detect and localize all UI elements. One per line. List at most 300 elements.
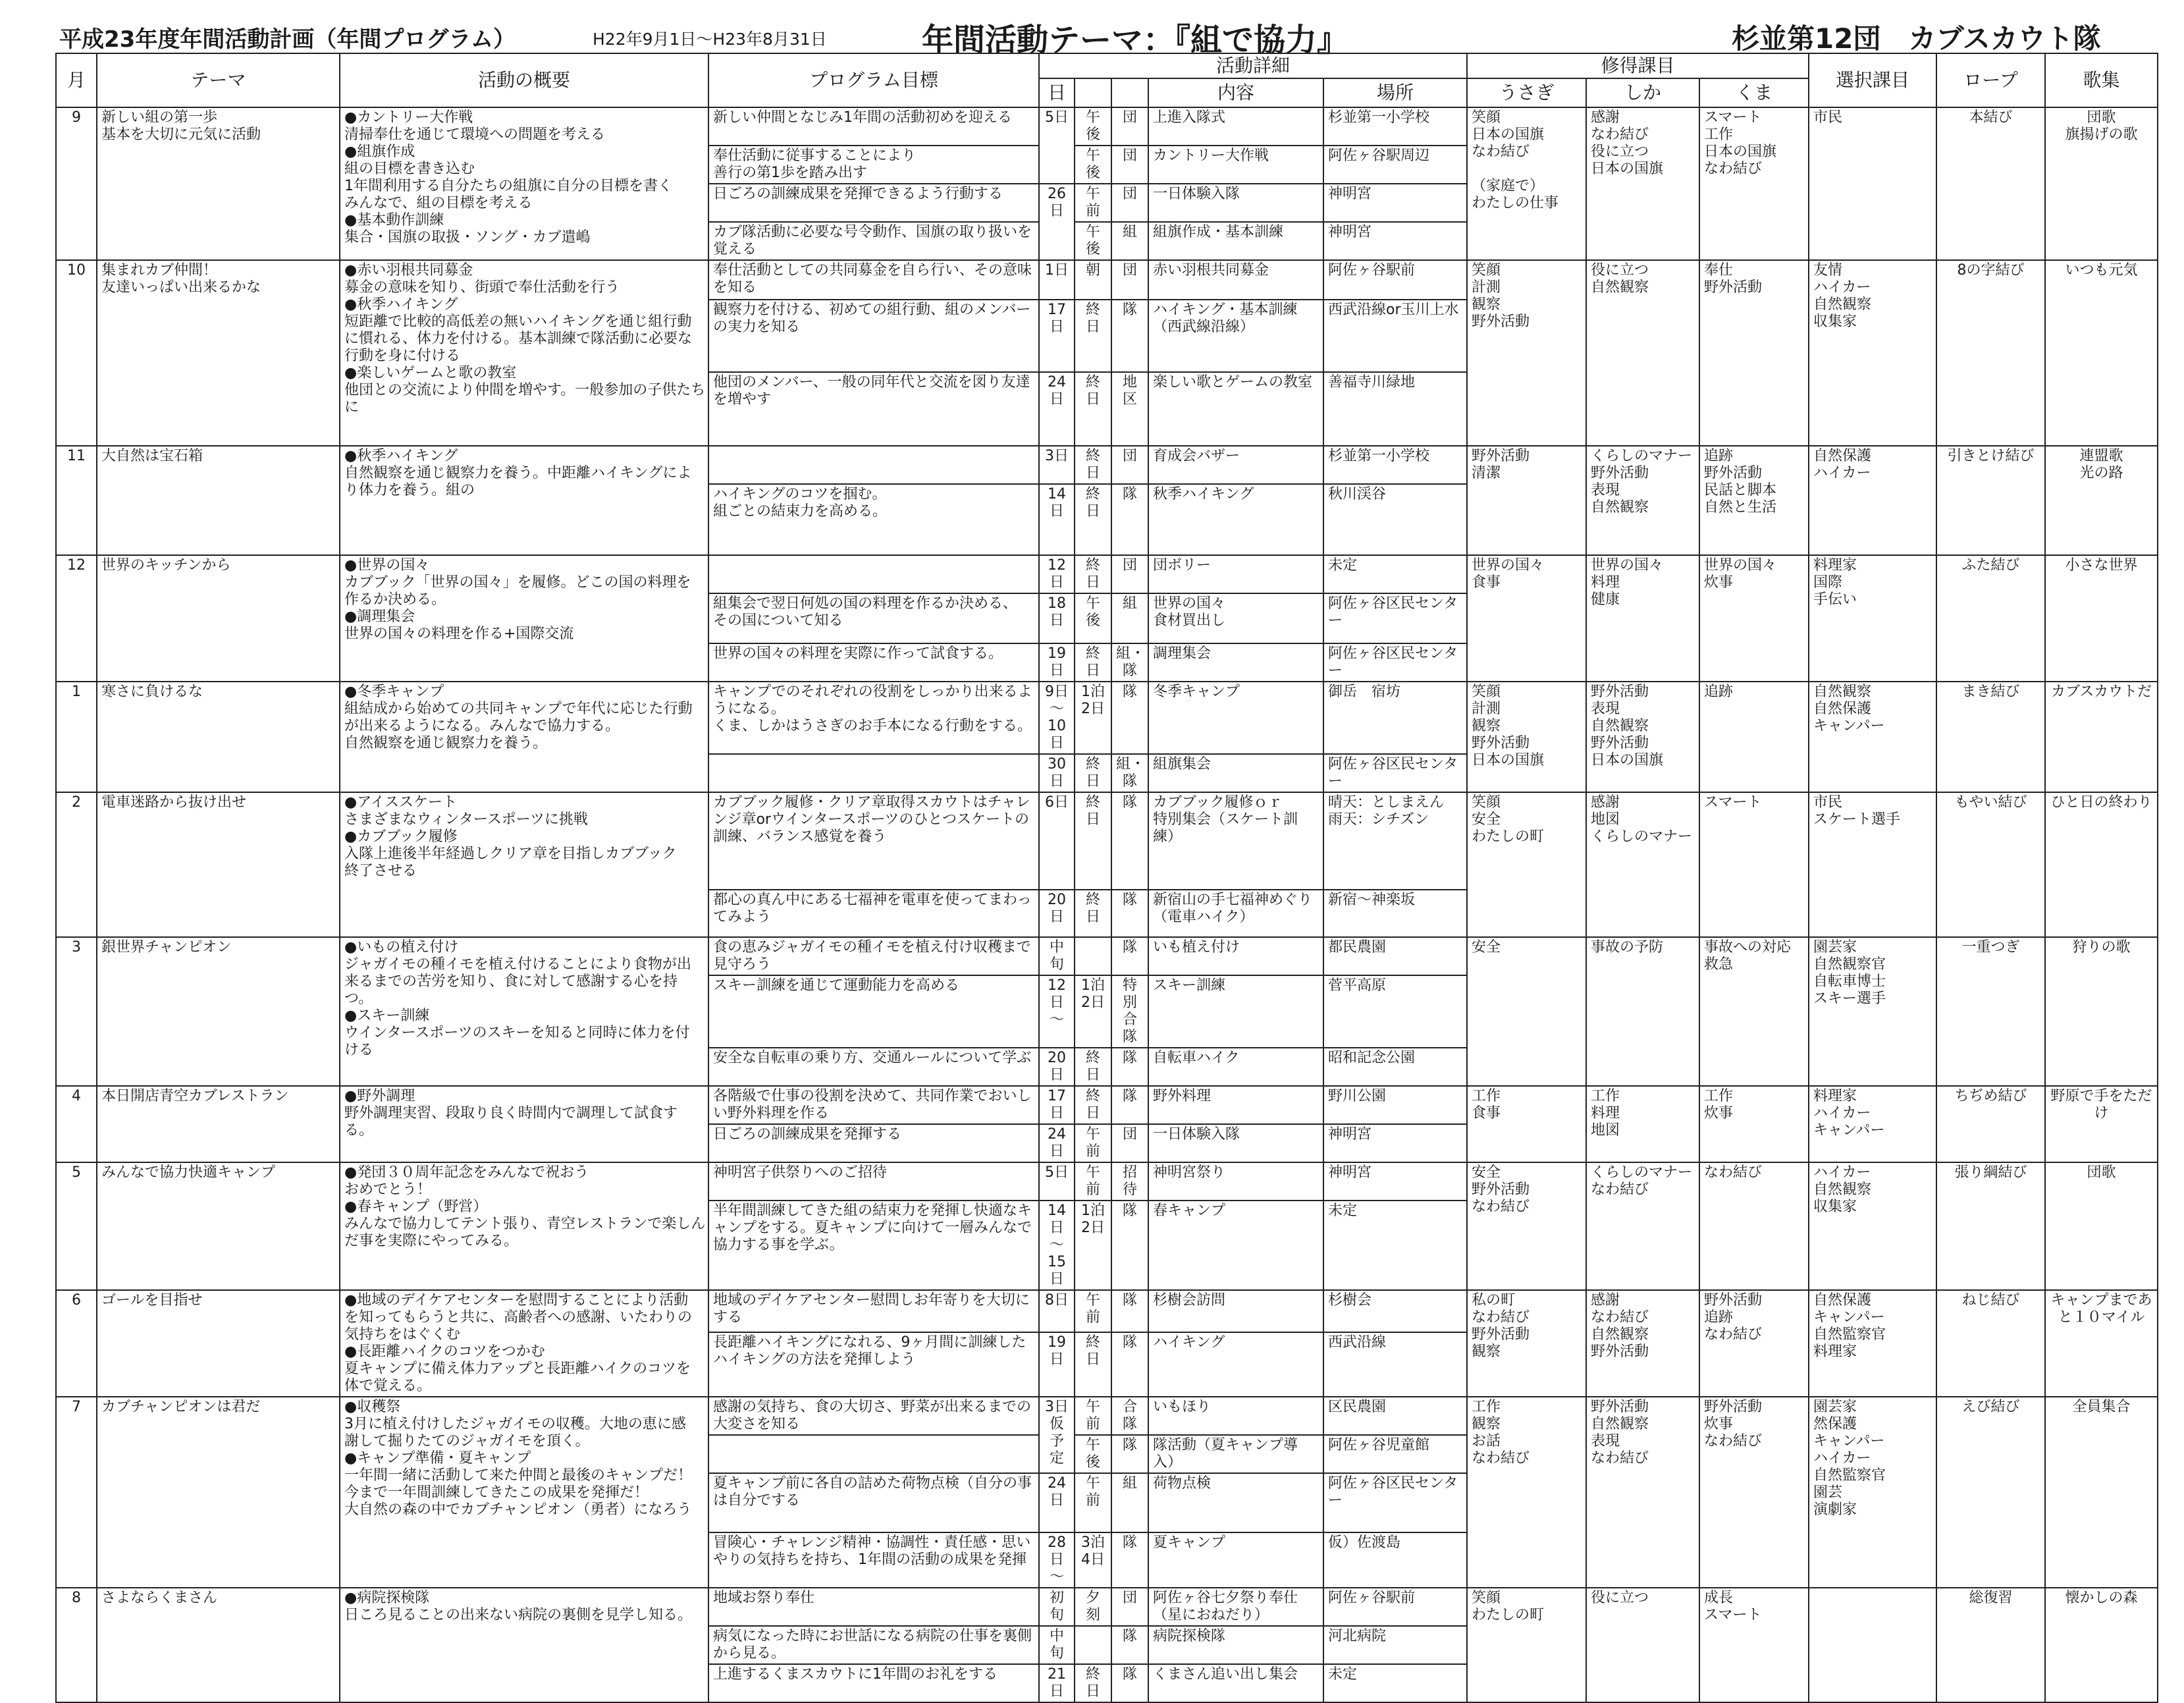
- kuma-cell: 追跡 野外活動 民話と脚本 自然と生活: [1699, 446, 1809, 555]
- content-cell: 組旗作成・基本訓練: [1148, 222, 1323, 260]
- type-cell: 隊: [1111, 1290, 1148, 1332]
- overview-line: 日ころ見ることの出来ない病院の裏側を見学し知る。: [344, 1607, 693, 1623]
- place-cell: 阿佐ヶ谷区民センター: [1323, 1473, 1467, 1532]
- rope-cell: もやい結び: [1936, 792, 2045, 937]
- document-title: 平成23年度年間活動計画（年間プログラム）: [59, 26, 516, 53]
- overview-line: 終了させる: [344, 863, 417, 879]
- time-cell: [1075, 1626, 1111, 1664]
- kuma-cell: なわ結び: [1699, 1162, 1809, 1290]
- overview-cell: [340, 1290, 708, 1397]
- month-cell: 11: [56, 446, 97, 555]
- table-row: [56, 107, 2158, 146]
- shika-cell: 感謝 地図 くらしのマナー: [1586, 792, 1699, 937]
- overview-line: ●カントリー大作戦: [344, 109, 473, 126]
- goal-cell: [708, 754, 1039, 792]
- table-row: [56, 1290, 2158, 1332]
- type-cell: 団: [1111, 184, 1148, 222]
- overview-line: ●世界の国々: [344, 557, 430, 574]
- content-cell: くまさん追い出し集会: [1148, 1664, 1323, 1702]
- overview-cell: [340, 792, 708, 937]
- place-cell: 菅平高原: [1323, 975, 1467, 1048]
- day-cell: 20日: [1039, 890, 1075, 937]
- goal-cell: 各階級で仕事の役割を決めて、共同作業でおいしい野外料理を作る: [708, 1086, 1039, 1124]
- day-cell: 中旬: [1039, 937, 1075, 975]
- overview-line: 来るまでの苦労を知り、食に対して感謝する心を持: [344, 973, 678, 990]
- content-cell: 調理集会: [1148, 643, 1323, 682]
- overview-line: ける: [344, 1042, 374, 1058]
- usagi-cell: 笑顔 安全 わたしの町: [1467, 792, 1586, 937]
- overview-line: ●秋季ハイキング: [344, 296, 458, 313]
- content-cell: 自転車ハイク: [1148, 1048, 1323, 1086]
- rope-cell: ねじ結び: [1936, 1290, 2045, 1397]
- overview-line: ●組旗作成: [344, 144, 415, 160]
- type-cell: 団: [1111, 146, 1148, 184]
- content-cell: ハイキング: [1148, 1332, 1323, 1397]
- day-cell: 6日: [1039, 792, 1075, 890]
- usagi-cell: 工作 観察 お話 なわ結び: [1467, 1397, 1586, 1588]
- content-cell: 神明宮祭り: [1148, 1162, 1323, 1201]
- time-cell: 午後: [1075, 146, 1111, 184]
- overview-cell: [340, 260, 708, 446]
- overview-line: ●スキー訓練: [344, 1008, 430, 1024]
- overview-line: 1年間利用する自分たちの組旗に自分の目標を書く: [344, 178, 672, 194]
- type-cell: 隊: [1111, 792, 1148, 890]
- day-cell: 17日: [1039, 300, 1075, 372]
- day-cell: 14日: [1039, 484, 1075, 555]
- day-cell: 26日: [1039, 184, 1075, 260]
- time-cell: 午前: [1075, 184, 1111, 222]
- overview-line: ●野外調理: [344, 1088, 415, 1104]
- overview-line: 今まで一年間訓練してきたこの成果を発揮だ！: [344, 1484, 649, 1501]
- type-cell: 隊: [1111, 300, 1148, 372]
- overview-line: ●基本動作訓練: [344, 212, 444, 229]
- header-required: 修得課目: [1467, 53, 1809, 78]
- table-row: [56, 792, 2158, 890]
- time-cell: 終日: [1075, 484, 1111, 555]
- place-cell: 神明宮: [1323, 222, 1467, 260]
- goal-cell: 上進するくまスカウトに1年間のお礼をする: [708, 1664, 1039, 1702]
- place-cell: 区民農園: [1323, 1397, 1467, 1435]
- time-cell: 終日: [1075, 300, 1111, 372]
- day-cell: 12日: [1039, 555, 1075, 593]
- content-cell: 秋季ハイキング: [1148, 484, 1323, 555]
- time-cell: 夕刻: [1075, 1588, 1111, 1626]
- goal-cell: ハイキングのコツを掴む。 組ごとの結束力を高める。: [708, 484, 1039, 555]
- day-cell: 3日: [1039, 446, 1075, 484]
- place-cell: 西武沿線or玉川上水: [1323, 300, 1467, 372]
- goal-cell: 新しい仲間となじみ1年間の活動初めを迎える: [708, 107, 1039, 146]
- overview-line: を知ってもらうと共に、高齢者への感謝、いたわりの: [344, 1309, 693, 1326]
- day-cell: 19日: [1039, 643, 1075, 682]
- overview-cell: [340, 937, 708, 1086]
- goal-cell: カブブック履修・クリア章取得スカウトはチャレンジ章orウインタースポーツのひとつスケートの訓練、バランス感覚を養う: [708, 792, 1039, 890]
- rope-cell: 張り綱結び: [1936, 1162, 2045, 1290]
- annual-plan-table: [55, 53, 2158, 1703]
- type-cell: 組: [1111, 1473, 1148, 1532]
- elective-cell: 料理家 国際 手伝い: [1809, 555, 1936, 682]
- overview-line: り体力を養う。組の: [344, 482, 475, 499]
- content-cell: 赤い羽根共同募金: [1148, 260, 1323, 300]
- time-cell: 午後: [1075, 222, 1111, 260]
- goal-cell: 都心の真ん中にある七福神を電車を使ってまわってみよう: [708, 890, 1039, 937]
- place-cell: 御岳 宿坊: [1323, 682, 1467, 754]
- content-cell: 一日体験入隊: [1148, 184, 1323, 222]
- overview-line: ●調理集会: [344, 608, 415, 625]
- goal-cell: [708, 446, 1039, 484]
- overview-line: ●アイススケート: [344, 794, 457, 811]
- song-cell: 団歌: [2045, 1162, 2158, 1290]
- header-goal: プログラム目標: [708, 53, 1039, 107]
- time-cell: [1075, 937, 1111, 975]
- header-day: 日: [1039, 78, 1075, 107]
- goal-cell: 夏キャンプ前に各自の詰めた荷物点検（自分の事は自分でする: [708, 1473, 1039, 1532]
- plan-body: [56, 107, 2158, 1702]
- place-cell: 杉樹会: [1323, 1290, 1467, 1332]
- place-cell: 阿佐ヶ谷区民センター: [1323, 593, 1467, 643]
- header-time: [1075, 78, 1111, 107]
- overview-cell: [340, 107, 708, 260]
- place-cell: 神明宮: [1323, 1162, 1467, 1201]
- overview-line: みんなで協力してテント張り、青空レストランで楽しん: [344, 1216, 706, 1232]
- overview-line: ●地域のデイケアセンターを慰問することにより活動: [344, 1292, 689, 1309]
- time-cell: 終日: [1075, 446, 1111, 484]
- elective-cell: 市民: [1809, 107, 1936, 260]
- header-elective: 選択課目: [1809, 53, 1936, 107]
- content-cell: 春キャンプ: [1148, 1201, 1323, 1290]
- time-cell: 午前: [1075, 1397, 1111, 1435]
- usagi-cell: 私の町 なわ結び 野外活動 観察: [1467, 1290, 1586, 1397]
- rope-cell: 本結び: [1936, 107, 2045, 260]
- rope-cell: まき結び: [1936, 682, 2045, 792]
- place-cell: 未定: [1323, 555, 1467, 593]
- kuma-cell: 奉仕 野外活動: [1699, 260, 1809, 446]
- header-rope: ロープ: [1936, 53, 2045, 107]
- time-cell: 終日: [1075, 1086, 1111, 1124]
- day-cell: 18日: [1039, 593, 1075, 643]
- elective-cell: ハイカー 自然観察 収集家: [1809, 1162, 1936, 1290]
- time-cell: 終日: [1075, 643, 1111, 682]
- annual-theme: 年間活動テーマ：『組で協力』: [922, 22, 1349, 59]
- day-cell: 1日: [1039, 260, 1075, 300]
- day-cell: 3日仮予定: [1039, 1397, 1075, 1473]
- overview-line: ●収穫祭: [344, 1399, 401, 1415]
- content-cell: 組旗集会: [1148, 754, 1323, 792]
- table-row: [56, 1086, 2158, 1124]
- goal-cell: 奉仕活動に従事することにより 善行の第1歩を踏み出す: [708, 146, 1039, 184]
- month-cell: 9: [56, 107, 97, 260]
- place-cell: 未定: [1323, 1664, 1467, 1702]
- content-cell: 育成会バザー: [1148, 446, 1323, 484]
- header-song: 歌集: [2045, 53, 2158, 107]
- goal-cell: 冒険心・チャレンジ精神・協調性・責任感・思いやりの気持ちを持ち、1年間の活動の成果を発揮: [708, 1532, 1039, 1588]
- time-cell: 終日: [1075, 1332, 1111, 1397]
- header-theme: テーマ: [97, 53, 340, 107]
- type-cell: 団: [1111, 107, 1148, 146]
- place-cell: 杉並第一小学校: [1323, 107, 1467, 146]
- overview-line: ●春キャンプ（野営）: [344, 1199, 488, 1215]
- place-cell: 杉並第一小学校: [1323, 446, 1467, 484]
- place-cell: 昭和記念公園: [1323, 1048, 1467, 1086]
- elective-cell: 自然保護 キャンパー 自然監察官 料理家: [1809, 1290, 1936, 1397]
- goal-cell: カブ隊活動に必要な号令動作、国旗の取り扱いを覚える: [708, 222, 1039, 260]
- type-cell: 団: [1111, 446, 1148, 484]
- type-cell: 隊: [1111, 1532, 1148, 1588]
- theme-cell: 銀世界チャンピオン: [97, 937, 340, 1086]
- overview-line: ●楽しいゲームと歌の教室: [344, 365, 517, 381]
- theme-cell: 大自然は宝石箱: [97, 446, 340, 555]
- overview-line: 3月に植え付けしたジャガイモの収穫。大地の恵に感: [344, 1416, 686, 1432]
- shika-cell: 役に立つ 自然観察: [1586, 260, 1699, 446]
- shika-cell: 感謝 なわ結び 自然観察 野外活動: [1586, 1290, 1699, 1397]
- overview-line: ●キャンプ準備・夏キャンプ: [344, 1450, 531, 1467]
- theme-cell: さよならくまさん: [97, 1588, 340, 1702]
- song-cell: 全員集合: [2045, 1397, 2158, 1588]
- content-cell: ハイキング・基本訓練 （西武線沿線）: [1148, 300, 1323, 372]
- day-cell: 初旬: [1039, 1588, 1075, 1626]
- content-cell: 一日体験入隊: [1148, 1124, 1323, 1162]
- usagi-cell: 笑顔 日本の国旗 なわ結び （家庭で） わたしの仕事: [1467, 107, 1586, 260]
- theme-cell: カブチャンピオンは君だ: [97, 1397, 340, 1588]
- overview-line: 気持ちをはぐくむ: [344, 1326, 461, 1343]
- overview-cell: [340, 1588, 708, 1702]
- overview-line: おめでとう！: [344, 1181, 432, 1198]
- place-cell: 未定: [1323, 1201, 1467, 1290]
- place-cell: 阿佐ヶ谷区民センター: [1323, 754, 1467, 792]
- overview-line: ジャガイモの種イモを植え付けることにより食物が出: [344, 956, 691, 973]
- usagi-cell: 笑顔 計測 観察 野外活動: [1467, 260, 1586, 446]
- type-cell: 合隊: [1111, 1397, 1148, 1435]
- goal-cell: 日ごろの訓練成果を発揮できるよう行動する: [708, 184, 1039, 222]
- overview-line: 他団との交流により仲間を増やす。一般参加の子供たち: [344, 382, 706, 398]
- theme-cell: 寒さに負けるな: [97, 682, 340, 792]
- goal-cell: [708, 555, 1039, 593]
- content-cell: 隊活動（夏キャンプ導入）: [1148, 1435, 1323, 1473]
- overview-line: カブブック「世界の国々」を履修。どこの国の料理を: [344, 574, 691, 591]
- rope-cell: 8の字結び: [1936, 260, 2045, 446]
- overview-cell: [340, 446, 708, 555]
- table-row: [56, 1162, 2158, 1201]
- overview-line: 清掃奉仕を通じて環境への問題を考える: [344, 126, 606, 143]
- elective-cell: 園芸家 自然観察官 自転車博士 スキー選手: [1809, 937, 1936, 1086]
- kuma-cell: 成長 スマート: [1699, 1588, 1809, 1702]
- overview-line: さまざまなウィンタースポーツに挑戦: [344, 811, 588, 828]
- header-overview: 活動の概要: [340, 53, 708, 107]
- place-cell: 阿佐ヶ谷区民センター: [1323, 643, 1467, 682]
- content-cell: 新宿山の手七福神めぐり （電車ハイク）: [1148, 890, 1323, 937]
- overview-line: 体で覚える。: [344, 1378, 432, 1394]
- overview-line: ウインタースポーツのスキーを知ると同時に体力を付: [344, 1025, 690, 1041]
- month-cell: 6: [56, 1290, 97, 1397]
- overview-line: 世界の国々の料理を作る+国際交流: [344, 626, 574, 642]
- month-cell: 10: [56, 260, 97, 446]
- type-cell: 招待: [1111, 1162, 1148, 1201]
- overview-line: つ。: [344, 990, 373, 1007]
- goal-cell: 病気になった時にお世話になる病院の仕事を裏側から見る。: [708, 1626, 1039, 1664]
- content-cell: 野外料理: [1148, 1086, 1323, 1124]
- time-cell: 1泊2日: [1075, 975, 1111, 1048]
- time-cell: 午前: [1075, 1124, 1111, 1162]
- overview-line: 謝して掘りたてのジャガイモを頂く。: [344, 1433, 590, 1449]
- goal-cell: 観察力を付ける、初めての組行動、組のメンバーの実力を知る: [708, 300, 1039, 372]
- goal-cell: 地域のデイケアセンター慰問しお年寄りを大切にする: [708, 1290, 1039, 1332]
- theme-cell: 新しい組の第一歩 基本を大切に元気に活動: [97, 107, 340, 260]
- content-cell: 世界の国々 食材買出し: [1148, 593, 1323, 643]
- kuma-cell: スマート: [1699, 792, 1809, 937]
- type-cell: 隊: [1111, 1332, 1148, 1397]
- type-cell: 隊: [1111, 682, 1148, 754]
- day-cell: 中旬: [1039, 1626, 1075, 1664]
- type-cell: 隊: [1111, 484, 1148, 555]
- place-cell: 野川公園: [1323, 1086, 1467, 1124]
- type-cell: 団: [1111, 555, 1148, 593]
- month-cell: 4: [56, 1086, 97, 1162]
- goal-cell: キャンプでのそれぞれの役割をしっかり出来るようになる。 くま、しかはうさぎのお手本になる行動をする。: [708, 682, 1039, 754]
- overview-line: 入隊上進後半年経過しクリア章を目指しカブブック: [344, 846, 677, 862]
- table-row: [56, 682, 2158, 754]
- type-cell: 隊: [1111, 1048, 1148, 1086]
- overview-line: ●長距離ハイクのコツをつかむ: [344, 1343, 545, 1360]
- place-cell: 秋川渓谷: [1323, 484, 1467, 555]
- header-month: 月: [56, 53, 97, 107]
- song-cell: 連盟歌 光の路: [2045, 446, 2158, 555]
- place-cell: 阿佐ヶ谷駅前: [1323, 1588, 1467, 1626]
- song-cell: キャンプまであと１０マイル: [2045, 1290, 2158, 1397]
- song-cell: 野原で手をただけ: [2045, 1086, 2158, 1162]
- time-cell: 午後: [1075, 107, 1111, 146]
- type-cell: 組・隊: [1111, 754, 1148, 792]
- content-cell: 団ボリー: [1148, 555, 1323, 593]
- place-cell: 新宿～神楽坂: [1323, 890, 1467, 937]
- day-cell: 24日: [1039, 372, 1075, 446]
- time-cell: 午前: [1075, 1473, 1111, 1532]
- day-cell: 5日: [1039, 1162, 1075, 1201]
- month-cell: 7: [56, 1397, 97, 1588]
- goal-cell: 日ごろの訓練成果を発揮する: [708, 1124, 1039, 1162]
- day-cell: 12日～: [1039, 975, 1075, 1048]
- elective-cell: 市民 スケート選手: [1809, 792, 1936, 937]
- day-cell: 5日: [1039, 107, 1075, 184]
- type-cell: 組: [1111, 222, 1148, 260]
- overview-line: ●赤い羽根共同募金: [344, 262, 473, 279]
- theme-cell: 本日開店青空カブレストラン: [97, 1086, 340, 1162]
- month-cell: 2: [56, 792, 97, 937]
- shika-cell: 世界の国々 料理 健康: [1586, 555, 1699, 682]
- overview-line: 組結成から始めての共同キャンプで年代に応じた行動: [344, 701, 693, 717]
- shika-cell: 野外活動 自然観察 表現 なわ結び: [1586, 1397, 1699, 1588]
- goal-cell: 長距離ハイキングになれる、9ヶ月間に訓練したハイキングの方法を発揮しよう: [708, 1332, 1039, 1397]
- shika-cell: 事故の予防: [1586, 937, 1699, 1086]
- overview-line: 募金の意味を知り、街頭で奉仕活動を行う: [344, 279, 620, 296]
- theme-cell: ゴールを目指せ: [97, 1290, 340, 1397]
- goal-cell: 食の恵みジャガイモの種イモを植え付け収穫まで見守ろう: [708, 937, 1039, 975]
- usagi-cell: 笑顔 わたしの町: [1467, 1588, 1586, 1702]
- rope-cell: 総復習: [1936, 1588, 2045, 1702]
- header-type: [1111, 78, 1148, 107]
- song-cell: 懐かしの森: [2045, 1588, 2158, 1702]
- content-cell: カブブック履修ｏｒ 特別集会（スケート訓練）: [1148, 792, 1323, 890]
- overview-line: 自然観察を通じ観察力を養う。中距離ハイキングによ: [344, 465, 692, 481]
- type-cell: 団: [1111, 260, 1148, 300]
- place-cell: 阿佐ヶ谷駅前: [1323, 260, 1467, 300]
- goal-cell: 組集会で翌日何処の国の料理を作るか決める、 その国について知る: [708, 593, 1039, 643]
- time-cell: 終日: [1075, 792, 1111, 890]
- overview-line: ●秋季ハイキング: [344, 448, 458, 464]
- usagi-cell: 野外活動 清潔: [1467, 446, 1586, 555]
- overview-line: 作るか決める。: [344, 591, 446, 608]
- time-cell: 午後: [1075, 1435, 1111, 1473]
- overview-line: ●いもの植え付け: [344, 939, 459, 956]
- song-cell: いつも元気: [2045, 260, 2158, 446]
- header-detail: 活動詳細: [1039, 53, 1467, 78]
- overview-line: 大自然の森の中でカブチャンピオン（勇者）になろう: [344, 1501, 692, 1518]
- time-cell: 終日: [1075, 1048, 1111, 1086]
- overview-cell: [340, 555, 708, 682]
- day-cell: 28日～: [1039, 1532, 1075, 1588]
- day-cell: 20日: [1039, 1048, 1075, 1086]
- place-cell: 河北病院: [1323, 1626, 1467, 1664]
- day-cell: 9日～10日: [1039, 682, 1075, 754]
- day-cell: 19日: [1039, 1332, 1075, 1397]
- overview-line: 野外調理実習、段取り良く時間内で調理して試食す: [344, 1105, 678, 1122]
- content-cell: 病院探検隊: [1148, 1626, 1323, 1664]
- overview-line: に: [344, 399, 360, 416]
- time-cell: 午前: [1075, 1290, 1111, 1332]
- day-cell: 24日: [1039, 1124, 1075, 1162]
- kuma-cell: スマート 工作 日本の国旗 なわ結び: [1699, 107, 1809, 260]
- unit-name: 杉並第12団 カブスカウト隊: [1732, 22, 2101, 55]
- usagi-cell: 笑顔 計測 観察 野外活動 日本の国旗: [1467, 682, 1586, 792]
- header-content: 内容: [1148, 78, 1323, 107]
- place-cell: 晴天：としまえん 雨天：シチズン: [1323, 792, 1467, 890]
- day-cell: 17日: [1039, 1086, 1075, 1124]
- theme-cell: 電車迷路から抜け出せ: [97, 792, 340, 937]
- goal-cell: 他団のメンバー、一般の同年代と交流を図り友達を増やす: [708, 372, 1039, 446]
- type-cell: 隊: [1111, 1201, 1148, 1290]
- time-cell: 終日: [1075, 372, 1111, 446]
- overview-line: ●冬季キャンプ: [344, 684, 444, 700]
- content-cell: 阿佐ヶ谷七夕祭り奉仕 （星におねだり）: [1148, 1588, 1323, 1626]
- time-cell: 午前: [1075, 1162, 1111, 1201]
- place-cell: 西武沿線: [1323, 1332, 1467, 1397]
- overview-line: みんなで、組の目標を考える: [344, 195, 533, 211]
- type-cell: 隊: [1111, 937, 1148, 975]
- month-cell: 3: [56, 937, 97, 1086]
- song-cell: 小さな世界: [2045, 555, 2158, 682]
- usagi-cell: 安全 野外活動 なわ結び: [1467, 1162, 1586, 1290]
- goal-cell: 感謝の気持ち、食の大切さ、野菜が出来るまでの大変さを知る: [708, 1397, 1039, 1435]
- content-cell: 荷物点検: [1148, 1473, 1323, 1532]
- shika-cell: くらしのマナー 野外活動 表現 自然観察: [1586, 446, 1699, 555]
- type-cell: 組・隊: [1111, 643, 1148, 682]
- type-cell: 隊: [1111, 890, 1148, 937]
- rope-cell: えび結び: [1936, 1397, 2045, 1588]
- song-cell: 狩りの歌: [2045, 937, 2158, 1086]
- type-cell: 隊: [1111, 1086, 1148, 1124]
- day-cell: 30日: [1039, 754, 1075, 792]
- content-cell: 夏キャンプ: [1148, 1532, 1323, 1588]
- kuma-cell: 野外活動 炊事 なわ結び: [1699, 1397, 1809, 1588]
- time-cell: 終日: [1075, 890, 1111, 937]
- time-cell: 午後: [1075, 593, 1111, 643]
- document-header: [53, 12, 2160, 58]
- overview-line: 夏キャンプに備え体力アップと長距離ハイクのコツを: [344, 1361, 691, 1377]
- header-place: 場所: [1323, 78, 1467, 107]
- overview-line: ●発団３０周年記念をみんなで祝おう: [344, 1164, 589, 1181]
- table-row: [56, 1588, 2158, 1626]
- overview-cell: [340, 1086, 708, 1162]
- rope-cell: 一重つぎ: [1936, 937, 2045, 1086]
- content-cell: 杉樹会訪問: [1148, 1290, 1323, 1332]
